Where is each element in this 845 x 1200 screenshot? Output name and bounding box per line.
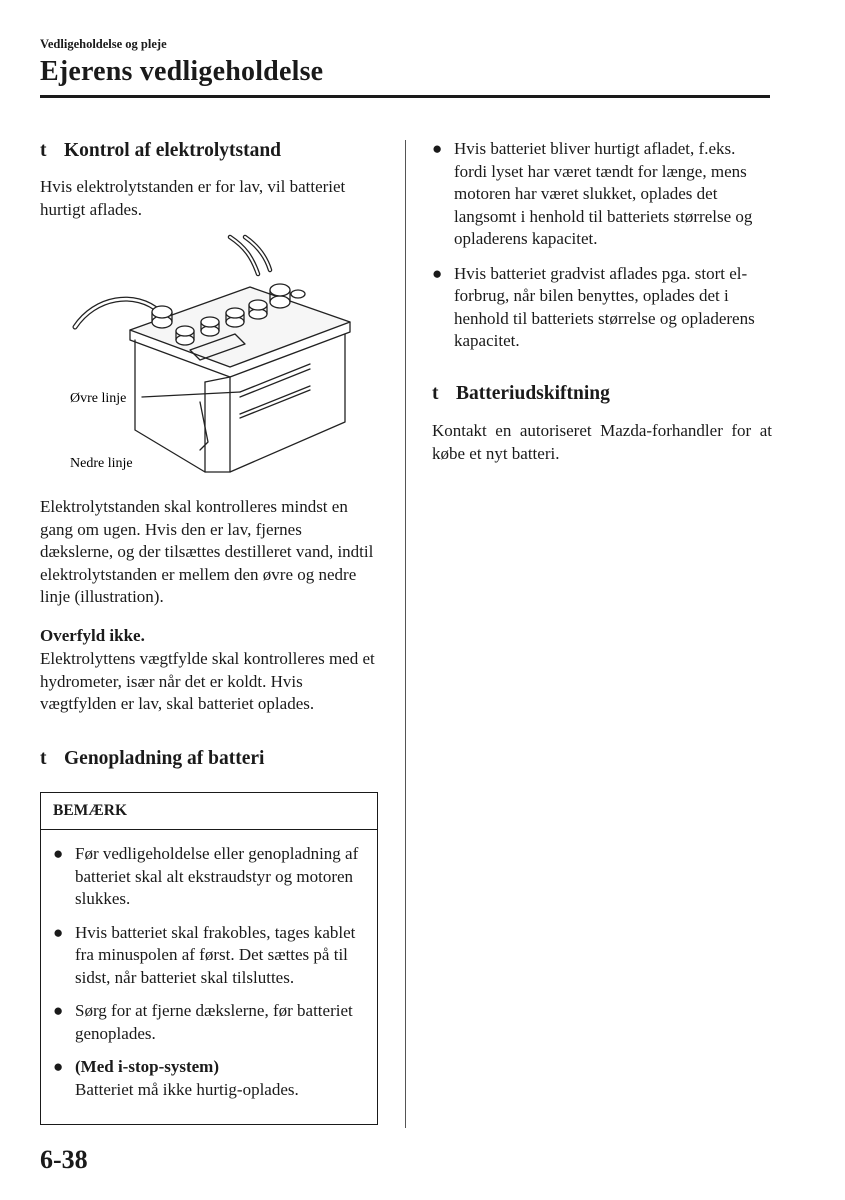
breadcrumb: Vedligeholdelse og pleje	[40, 37, 167, 51]
page-number: 6-38	[40, 1145, 88, 1174]
bullet-icon: ●	[53, 1001, 64, 1020]
list-item: ● Hvis batteriet bliver hurtigt afladet, f.eks. fordi lyset har været tændt for længe, mens motoren har været slukket, oplades det langsomt i henhold til batteriets størrelse og opladerens kapacitet.	[432, 139, 753, 248]
electrolyte-intro: Hvis elektrolytstanden er for lav, vil batteriet hurtigt aflades.	[40, 177, 346, 219]
overfill-warning-title: Overfyld ikke.	[40, 626, 145, 645]
note-title: BEMÆRK	[41, 793, 377, 830]
list-item: ● Hvis batteriet skal frakobles, tages kablet fra minuspolen af først. Det sættes på til sidst, når batteriet skal tilsluttes.	[53, 922, 356, 987]
bullet-icon: ●	[53, 844, 64, 863]
note-list	[41, 830, 377, 1101]
list-item: ● Før vedligeholdelse eller genopladning af batteriet skal alt ekstraudstyr og motoren slukkes.	[53, 844, 359, 908]
section-marker: t	[40, 748, 47, 769]
section-marker: t	[40, 140, 47, 161]
list-item: ● Hvis batteriet gradvist aflades pga. stort el-forbrug, når bilen benyttes, oplades det i henhold til batteriets størrelse og opladerens kapacitet.	[432, 263, 755, 350]
page-title: Ejerens vedligeholdelse	[40, 56, 324, 87]
replacement-text: Kontakt en autoriseret Mazda-forhandler for at købe et nyt batteri.	[432, 421, 772, 463]
title-rule	[40, 95, 770, 98]
note-box	[40, 792, 378, 1125]
section-heading-electrolyte	[40, 140, 281, 162]
upper-line-label: Øvre linje	[70, 391, 127, 406]
istop-label: (Med i-stop-system)	[75, 1057, 219, 1076]
overfill-warning-text: Elektrolyttens vægtfylde skal kontrolleres med et hydrometer, især når det er koldt. Hvis vægtfylden er lav, skal batteriet oplades.	[40, 649, 375, 713]
bullet-icon: ●	[53, 1057, 64, 1076]
istop-text: Batteriet må ikke hurtig-oplades.	[75, 1079, 299, 1099]
section-heading-text: Genopladning af batteri	[64, 748, 265, 769]
section-heading-text: Kontrol af elektrolytstand	[64, 140, 282, 161]
section-heading-text: Batteriudskiftning	[456, 383, 610, 404]
bullet-icon: ●	[432, 263, 443, 283]
bullet-icon: ●	[432, 139, 443, 158]
charging-bullets	[432, 138, 772, 364]
section-marker: t	[432, 383, 439, 404]
electrolyte-check-paragraph: Elektrolytstanden skal kontrolleres mindst en gang om ugen. Hvis den er lav, fjernes dækslerne, og der tilsættes destilleret vand, indtil elektrolytstanden er mellem den øvre og nedre linje (illustration).	[40, 497, 374, 606]
list-item: ● Sørg for at fjerne dækslerne, før batteriet genoplades.	[53, 1001, 353, 1043]
battery-diagram	[40, 232, 360, 482]
column-divider	[405, 140, 406, 1128]
lower-line-label: Nedre linje	[70, 456, 133, 471]
battery-illustration	[40, 232, 360, 477]
bullet-icon: ●	[53, 922, 64, 942]
section-heading-replacement	[432, 383, 610, 405]
list-item	[53, 1056, 367, 1101]
section-heading-recharge	[40, 748, 264, 770]
